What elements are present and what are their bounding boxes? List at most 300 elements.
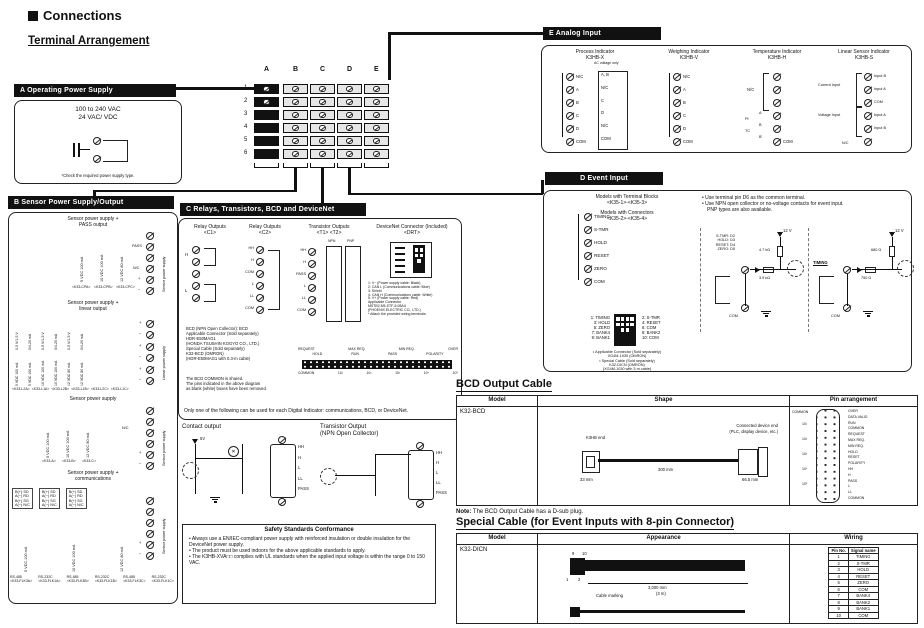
special-model-value: K32-DICN bbox=[460, 547, 488, 553]
contact-switch bbox=[715, 276, 730, 304]
k3hbv-terminals: N/C A B C D COM bbox=[673, 70, 693, 148]
terminal-cell bbox=[283, 97, 308, 107]
transistor-output-title: Transistor Output bbox=[320, 424, 367, 430]
s4-spec: 12 VDC 80 mA bbox=[120, 546, 124, 572]
event-terminals: TIMING S-TMR HOLD RESET ZERO COM bbox=[584, 210, 610, 288]
pnp-label: PNP bbox=[347, 239, 355, 243]
dsub-top-labels: REQUEST MAX REQ. MIN REQ. OVER bbox=[298, 347, 458, 351]
pin2-label: 2 bbox=[578, 577, 581, 582]
dim-33mm: 33 mm bbox=[580, 477, 593, 482]
grid-row-label: 6 bbox=[244, 150, 248, 156]
wiring-table: Pin No. Signal name 1 TIMING 2 S-TMR 3 HOLD 4 RESET 5 ZERO 6 COM 7 BANK4 8 BANK2 9 BANK1 10 COM bbox=[828, 547, 878, 619]
k3hbs-title: Linear Sensor Indicator bbox=[838, 49, 890, 55]
special-wiring-cell bbox=[789, 544, 918, 624]
transistor-pins: HH H L LL PASS bbox=[436, 450, 447, 495]
power-voltage-2: 24 VAC/ VDC bbox=[78, 114, 118, 122]
terminal-cell bbox=[310, 149, 335, 159]
drt-title: DeviceNet Connector (Included) <DRT> bbox=[376, 224, 448, 236]
s4-spec: 10 VDC 100 mA bbox=[72, 544, 76, 572]
terminal-cell bbox=[310, 97, 335, 107]
s2-col-label: 5 VDC 100 mA bbox=[15, 362, 19, 386]
dim-300mm: 300 mm bbox=[658, 467, 674, 472]
k3hbs-nc: N/C bbox=[842, 141, 849, 145]
k3hbs-column bbox=[818, 49, 910, 151]
s2-title: Sensor power supply + linear output bbox=[67, 300, 119, 312]
comm-pair: B(+) SD A(−) RD B(+) SG A(−) N/C bbox=[66, 488, 87, 509]
grid-col-label: C bbox=[320, 66, 326, 73]
lamp-icon: ✕ bbox=[228, 446, 239, 457]
safety-box bbox=[182, 524, 436, 604]
terminal-cell bbox=[364, 136, 389, 146]
s2-col-label: 0/4-20 mA bbox=[28, 333, 32, 350]
cn-title: Models with Connectors bbox=[600, 210, 654, 216]
bracket bbox=[337, 163, 362, 168]
pin-common-left: COMMON bbox=[792, 410, 809, 414]
wire bbox=[669, 73, 670, 137]
cn-left-list: 1: TIMING 3: HOLD 5: ZERO 7: BANK4 9: BANK1 bbox=[590, 315, 610, 341]
cable-body bbox=[585, 560, 745, 571]
cable-connector-left-inner bbox=[586, 456, 595, 468]
s3-spec: 10 VDC 100 mA bbox=[66, 430, 70, 458]
terminal-cell bbox=[364, 97, 389, 107]
terminal-cell bbox=[337, 110, 362, 120]
s2-plus: + bbox=[139, 366, 142, 371]
event-bullets: • Use terminal pin D6 as the common terminal. • Use NPN open collector or no-voltage contacts for event input. PNP types are also available. bbox=[702, 195, 844, 213]
terminal-cell bbox=[337, 123, 362, 133]
cable-connector-right2 bbox=[758, 447, 768, 477]
s4-spec: 5 VDC 100 mA bbox=[24, 546, 28, 572]
c2-pin: L bbox=[251, 282, 254, 286]
bcd-cable-heading: BCD Output Cable bbox=[456, 378, 552, 390]
k3hbx-column bbox=[550, 49, 640, 151]
wire-loop bbox=[204, 284, 216, 302]
supply-12v: 12 V bbox=[895, 228, 904, 233]
block-c-header: C Relays, Transistors, BCD and DeviceNet bbox=[180, 203, 366, 216]
grid-row-label: 4 bbox=[244, 124, 248, 130]
s3-nc: N/C bbox=[122, 426, 129, 430]
s2-col-label: 0-5 V/1-5 V bbox=[41, 332, 45, 350]
terminal-cell bbox=[283, 123, 308, 133]
t-title: Transistor Outputs <T1> <T2> bbox=[308, 224, 350, 236]
dim-line bbox=[588, 583, 748, 584]
tb-title: Models with Terminal Blocks bbox=[595, 194, 659, 200]
timing-label: TIMING bbox=[813, 260, 828, 265]
pin9-label: 9 bbox=[572, 551, 575, 556]
comm-pair: B(+) SD A(−) RD B(+) SG A(−) N/C bbox=[39, 488, 60, 509]
s2-terminals bbox=[146, 318, 154, 387]
power-voltage-1: 100 to 240 VAC bbox=[75, 106, 121, 113]
grid-col-label: E bbox=[374, 66, 379, 73]
k3hbs-terminals: Input B Input A COM Input A Input B bbox=[864, 70, 886, 148]
terminal-cell bbox=[364, 84, 389, 94]
grid-row-label: 5 bbox=[244, 137, 248, 143]
s2-col-label: 10 VDC 100 mA bbox=[41, 360, 45, 386]
bracket bbox=[310, 163, 335, 168]
special-appearance-cell bbox=[537, 544, 790, 624]
s3-spec: 5 VDC 100 mA bbox=[46, 432, 50, 458]
section-square-icon bbox=[28, 11, 38, 21]
s2-col-label: 0-5 V/1-5 V bbox=[15, 332, 19, 350]
s1-spec: 10 VDC 100 mA bbox=[100, 254, 104, 282]
grid-col-label: D bbox=[347, 66, 353, 73]
tb-models: <K35-1>-<K35-3> bbox=[606, 200, 648, 206]
resistor-value: 3.9 kΩ bbox=[759, 276, 771, 280]
terminal-icon bbox=[416, 500, 424, 508]
wire bbox=[93, 190, 296, 193]
s3-minus: − bbox=[139, 461, 142, 466]
special-cable-heading: Special Cable (for Event Inputs with 8-pin Connector) bbox=[456, 516, 735, 528]
s4-terminals bbox=[146, 495, 154, 561]
k3hbh-b: B bbox=[759, 123, 762, 127]
k3hbv-title: Weighing Indicator bbox=[668, 49, 710, 55]
terminal-cell bbox=[283, 136, 308, 146]
bracket bbox=[856, 73, 862, 107]
s1-side-label: Sensor power supply bbox=[162, 256, 166, 292]
com-label: COM bbox=[729, 314, 738, 318]
s3-plus: + bbox=[139, 450, 142, 455]
special-model-cell bbox=[456, 544, 538, 624]
s2-side-label: Linear power supply bbox=[162, 346, 166, 380]
s4-minus: − bbox=[139, 551, 142, 556]
s1-minus: − bbox=[138, 287, 141, 292]
bcd-shape-cell bbox=[537, 406, 790, 506]
c2-terminals bbox=[256, 244, 264, 316]
power-schematic bbox=[73, 135, 133, 167]
s2-col-label: 12 VDC 80 mA bbox=[80, 362, 84, 386]
k3hbs-model: K3HB-S bbox=[854, 55, 874, 61]
terminal-icon bbox=[416, 442, 424, 450]
wire bbox=[388, 32, 543, 35]
t-pin: H bbox=[303, 260, 306, 264]
bracket bbox=[364, 163, 389, 168]
k3hbv-model: K3HB-V bbox=[679, 55, 699, 61]
safety-bullet: • The K3HB-XVA□□ complies with UL standards when the applied input voltage is within the range 0 to 150 VAC. bbox=[189, 554, 425, 567]
bracket bbox=[283, 163, 308, 168]
terminal-cell-blank bbox=[254, 149, 279, 159]
terminal-cell bbox=[310, 84, 335, 94]
bcd-model-cell bbox=[456, 406, 538, 506]
s2-plus: + bbox=[139, 343, 142, 348]
k3hbx-model: K3HB-X bbox=[585, 55, 605, 61]
block-e-header: E Analog Input bbox=[543, 27, 661, 40]
contact-switch bbox=[819, 276, 834, 304]
ground-icon bbox=[761, 310, 771, 318]
resistor-value: 4.7 kΩ bbox=[759, 248, 771, 252]
k3hbh-tc: TC bbox=[745, 129, 751, 133]
terminal-cell bbox=[337, 136, 362, 146]
wire-loop bbox=[204, 248, 216, 266]
c1-l: L bbox=[185, 288, 188, 293]
k3hbh-title: Temperature Indicator bbox=[752, 49, 802, 55]
terminal-cell bbox=[254, 84, 279, 94]
output-bracket bbox=[408, 450, 434, 500]
cable-plug bbox=[570, 558, 585, 575]
pin1-label: 1 bbox=[566, 577, 569, 582]
s3-code: <K33-A> bbox=[42, 459, 56, 463]
c2-pin: HH bbox=[248, 246, 254, 250]
contact-output-title: Contact output bbox=[182, 424, 222, 430]
comm-pair: B(+) SD A(−) RD B(+) SG A(−) N/C bbox=[12, 488, 33, 509]
k3hbh-model: K3HB-H bbox=[767, 55, 787, 61]
c2-pin: COM bbox=[245, 270, 254, 274]
s3-terminals bbox=[146, 405, 154, 471]
wire bbox=[242, 444, 243, 494]
s1-terminals bbox=[146, 230, 154, 296]
c1-terminals bbox=[192, 244, 200, 304]
grid-row-label: 3 bbox=[244, 111, 248, 117]
t-pin: COM bbox=[297, 308, 306, 312]
k3hbx-terminals: N/C A B C D COM bbox=[566, 70, 586, 148]
bcd-model-value: K32-BCD bbox=[460, 409, 486, 415]
c1-title: Relay Outputs <C1> bbox=[194, 224, 226, 236]
bracket bbox=[763, 73, 769, 111]
k3hbv-column bbox=[645, 49, 733, 151]
circuit-inputs: S-TMR: D2 HOLD: D3 RESET: D4 ZERO: D5 bbox=[715, 234, 735, 252]
c1-h: H bbox=[185, 252, 189, 257]
s1-spec: 5 VDC 100 mA bbox=[80, 256, 84, 282]
k3hbx-title: Process Indicator bbox=[575, 49, 615, 55]
t-pin: L bbox=[303, 284, 306, 288]
terminal-icon bbox=[93, 155, 101, 163]
terminal-cell-blank bbox=[254, 110, 279, 120]
s2-minus: − bbox=[139, 331, 142, 336]
wire bbox=[562, 73, 563, 137]
dim-3000: 3,000 mm bbox=[648, 585, 667, 590]
event-models bbox=[552, 194, 702, 370]
cable-line bbox=[598, 459, 738, 462]
k3hbh-b2: B' bbox=[759, 135, 763, 139]
s1-code: <K33-CPB> bbox=[94, 285, 113, 289]
optocoupler-icon bbox=[320, 468, 337, 485]
wire bbox=[541, 180, 544, 194]
grid-row-label: 2 bbox=[244, 98, 248, 104]
wire bbox=[375, 454, 376, 496]
safety-title: Safety Standards Conformance bbox=[264, 527, 354, 533]
contact-output bbox=[182, 424, 314, 512]
terminal-cell bbox=[337, 84, 362, 94]
pin-labels: OVER DATA VALID RUN COMMON REQUEST MAX REQ. MIN REQ. HOLD RESET POLARITY HH H PASS L LL COMMON bbox=[848, 409, 868, 500]
k3hb-end-label: K3HB end bbox=[586, 435, 606, 440]
s3-side-label: Sensor power supply bbox=[162, 430, 166, 466]
terminal-cell bbox=[337, 149, 362, 159]
ground-icon bbox=[210, 496, 220, 504]
s3-code: <K33-B> bbox=[62, 459, 76, 463]
special-col-wiring: Wiring bbox=[789, 533, 918, 545]
k3hbh-column bbox=[733, 49, 821, 151]
s3-spec: 12 VDC 80 mA bbox=[86, 432, 90, 458]
terminal-cell bbox=[310, 110, 335, 120]
supply-12v: 12 V bbox=[783, 228, 792, 233]
bcd-col-model: Model bbox=[456, 395, 538, 407]
terminal-icon bbox=[278, 498, 286, 506]
wire-loop bbox=[103, 140, 128, 162]
k3hbs-current-label: Current Input bbox=[818, 83, 841, 87]
grid-col-label: B bbox=[293, 66, 299, 73]
dsub-connector-icon bbox=[816, 409, 840, 503]
terminal-cell bbox=[364, 110, 389, 120]
resistor-value: 680 Ω bbox=[871, 248, 882, 252]
grid-col-label: A bbox=[264, 66, 270, 73]
c2-title: Relay Outputs <C2> bbox=[249, 224, 281, 236]
k3hbh-terminals: COM bbox=[773, 70, 793, 148]
ground-icon bbox=[863, 310, 873, 318]
bcd-pin-cell bbox=[789, 406, 918, 506]
grid-row-label: 1 bbox=[244, 85, 248, 91]
s2-minus: − bbox=[139, 354, 142, 359]
terminal-cell bbox=[310, 136, 335, 146]
supply-5v: 5V bbox=[200, 436, 206, 441]
optocoupler-icon bbox=[182, 462, 199, 479]
cn-models: <K35-2>-<K35-4> bbox=[606, 216, 648, 222]
terminal-cell bbox=[283, 110, 308, 120]
terminal-icon bbox=[93, 137, 101, 145]
s4-side-label: Sensor power supply bbox=[162, 518, 166, 554]
terminal-cell bbox=[283, 149, 308, 159]
cable-line2 bbox=[580, 610, 745, 613]
s2-minus: − bbox=[139, 377, 142, 382]
bracket bbox=[856, 107, 862, 137]
cable-marking-label: Cable marking bbox=[596, 593, 623, 598]
special-col-appearance: Appearance bbox=[537, 533, 790, 545]
com-label: COM bbox=[831, 314, 840, 318]
terminal-cell-blank bbox=[254, 123, 279, 133]
bcd-col-shape: Shape bbox=[537, 395, 790, 407]
wire bbox=[195, 458, 243, 459]
k3hbh-pt: Pt bbox=[745, 117, 749, 121]
s4-plus: + bbox=[139, 540, 142, 545]
s4-pairs bbox=[12, 488, 142, 509]
resistor-value: 750 Ω bbox=[861, 276, 872, 280]
contact-pins: HH H L LL PASS bbox=[298, 444, 309, 491]
connector-10pin bbox=[614, 314, 636, 346]
bcd-col-pin: Pin arrangement bbox=[789, 395, 918, 407]
s1-plus: + bbox=[138, 276, 141, 281]
device-end-label: Connected device end bbox=[736, 423, 778, 428]
s2-col-label: 12 VDC 80 mA bbox=[67, 362, 71, 386]
transistor-output-subtitle: (NPN Open Collector) bbox=[320, 431, 379, 438]
terminal-icon bbox=[741, 266, 749, 274]
s1-code: <K33-CPA> bbox=[72, 285, 91, 289]
cn-right-list: 2: S-TMR 4: RESET 6: COM 8: BANK2 10: COM bbox=[642, 315, 661, 341]
dsub-connector-bar bbox=[302, 360, 452, 369]
s4-codes: RS-485 <K33-FLK3A> RS-232C <K33-FLK1A> RS-485 <K33-FLK3B> RS-232C <K33-FLK1B> RS-485 <K33-FLK3C> RS-232C <K33-FLK1C> bbox=[10, 575, 174, 583]
c2-pin: LL bbox=[249, 294, 254, 298]
t-pin: LL bbox=[301, 296, 306, 300]
optocoupler-icon bbox=[787, 260, 804, 277]
terminal-cell bbox=[254, 97, 279, 107]
bcd-shared-note: The BCD COMMON is shared. The pins indicated in the above diagram as blank (white) boxes have been removed. bbox=[186, 376, 268, 392]
s1-spec: 12 VDC 80 mA bbox=[120, 256, 124, 282]
terminal-cell bbox=[310, 123, 335, 133]
resistor bbox=[777, 246, 783, 257]
terminal-cell bbox=[364, 149, 389, 159]
t-terminals bbox=[308, 246, 316, 318]
optocoupler-icon bbox=[897, 260, 914, 277]
s1-pass: PASS bbox=[132, 244, 142, 248]
s2-col-label: 0/4-20 mA bbox=[80, 333, 84, 350]
block-a-header: A Operating Power Supply bbox=[14, 84, 176, 97]
power-footnote: *Check the required power supply type. bbox=[61, 173, 135, 178]
terminal-icon bbox=[843, 266, 851, 274]
s2-codes: <K33-L2A> <K33-L1A> <K33-L2B> <K33-L1B> <K33-L2C> <K33-L1C> bbox=[12, 387, 129, 391]
wire bbox=[348, 193, 543, 196]
s4-title: Sensor power supply + communications bbox=[67, 470, 119, 482]
s1-title: Sensor power supply + PASS output bbox=[67, 216, 119, 228]
terminal-cell bbox=[337, 97, 362, 107]
pin10-label: 10 bbox=[582, 551, 587, 556]
wire bbox=[578, 214, 579, 280]
npn-column bbox=[326, 246, 342, 322]
k3hbx-note: AC voltage only bbox=[594, 61, 619, 65]
block-a-box bbox=[14, 100, 182, 184]
bracket bbox=[254, 163, 279, 168]
cable-plug2 bbox=[570, 607, 580, 617]
only-one-note: Only one of the following can be used for each Digital Indicator: communications, BCD, or DeviceNet. bbox=[184, 408, 408, 414]
cable-connector-right bbox=[738, 449, 758, 475]
k3hbh-nc: N/C bbox=[747, 87, 755, 92]
page-title: Connections bbox=[43, 8, 122, 23]
terminal-cell bbox=[364, 123, 389, 133]
s2-col-label: 0-5 V/1-5 V bbox=[67, 332, 71, 350]
block-d-header: D Event Input bbox=[545, 172, 663, 185]
terminal-icon bbox=[278, 436, 286, 444]
terminal-cell bbox=[283, 84, 308, 94]
c2-pin: H bbox=[251, 258, 254, 262]
terminal-cell-blank bbox=[254, 136, 279, 146]
special-col-model: Model bbox=[456, 533, 538, 545]
cn-notes: • Applicable Connector (Sold separately) XG4M-1030 (OMRON) • Special Cable (Sold separately) K32-DICN (OMRON) (XG4M-1030 with 3 m cable) bbox=[592, 350, 662, 372]
dim-66mm: 66.5 mm bbox=[742, 477, 759, 482]
block-b-header: B Sensor Power Supply/Output bbox=[8, 196, 174, 209]
safety-bullet: • The product must be used indoors for the above applicable standards to apply. bbox=[189, 548, 366, 555]
wire bbox=[335, 475, 375, 476]
s2-col-label: 5 VDC 100 mA bbox=[28, 362, 32, 386]
dim-3m: (3 m) bbox=[656, 591, 666, 596]
s2-plus: + bbox=[139, 320, 142, 325]
s3-title: Sensor power supply bbox=[69, 396, 117, 402]
wire-loop bbox=[268, 250, 280, 310]
k3hbs-voltage-label: Voltage Input bbox=[818, 113, 841, 117]
dsub-bottom-labels: COMMON 10¹ 10² 10³ 10⁴ 10⁵ bbox=[298, 371, 458, 375]
bcd-note: Note: The BCD Output Cable has a D-sub plug. bbox=[456, 509, 584, 515]
resistor bbox=[889, 246, 895, 257]
wire bbox=[745, 274, 746, 306]
c2-pin: COM bbox=[245, 306, 254, 310]
wire bbox=[852, 269, 902, 270]
safety-bullet: • Always use a EN/IEC-compliant power supply with reinforced insulation or double insulation for the DeviceNet power supply. bbox=[189, 536, 411, 549]
k3hbx-ac-pin-box: A, B N/C C D N/C COM bbox=[598, 71, 628, 150]
s3-code: <K33-C> bbox=[82, 459, 97, 463]
wire bbox=[375, 454, 411, 455]
event-circuit-2 bbox=[808, 228, 913, 332]
dsub-top-labels2: HOLD RUN PASS POLARITY bbox=[312, 352, 444, 356]
s1-nc: N/C bbox=[133, 266, 140, 270]
subtitle: Terminal Arrangement bbox=[28, 35, 150, 47]
devicenet-connector bbox=[390, 242, 432, 278]
device-end-label2: (PLC, display device, etc.) bbox=[729, 429, 778, 434]
wire bbox=[847, 274, 848, 306]
s2-col-label: 10 VDC 100 mA bbox=[54, 360, 58, 386]
t-pin: PASS bbox=[296, 272, 306, 276]
drt-notes: 1: V− (Power supply cable: Black) 2: CAN L (Communications cable: Blue) 3: Shield 4: CAN H (Communications cable: White) 5: V+ (Power supply cable: Red) Applicable Connector MSTB2.5/5-STF-5.08AU (PHOENIX ELECTRIC CO., LTD.) * Attach the provided wiring terminals. bbox=[368, 281, 433, 316]
transistor-output bbox=[320, 424, 452, 512]
output-bracket bbox=[270, 444, 296, 498]
t-pin: HH bbox=[300, 248, 306, 252]
s1-code: <K33-CPC> bbox=[116, 285, 135, 289]
pnp-column bbox=[345, 246, 361, 322]
pin-groups: 10¹ 10² 10³ 10⁴ 10⁵ bbox=[802, 422, 808, 486]
event-circuit-1 bbox=[700, 228, 803, 332]
